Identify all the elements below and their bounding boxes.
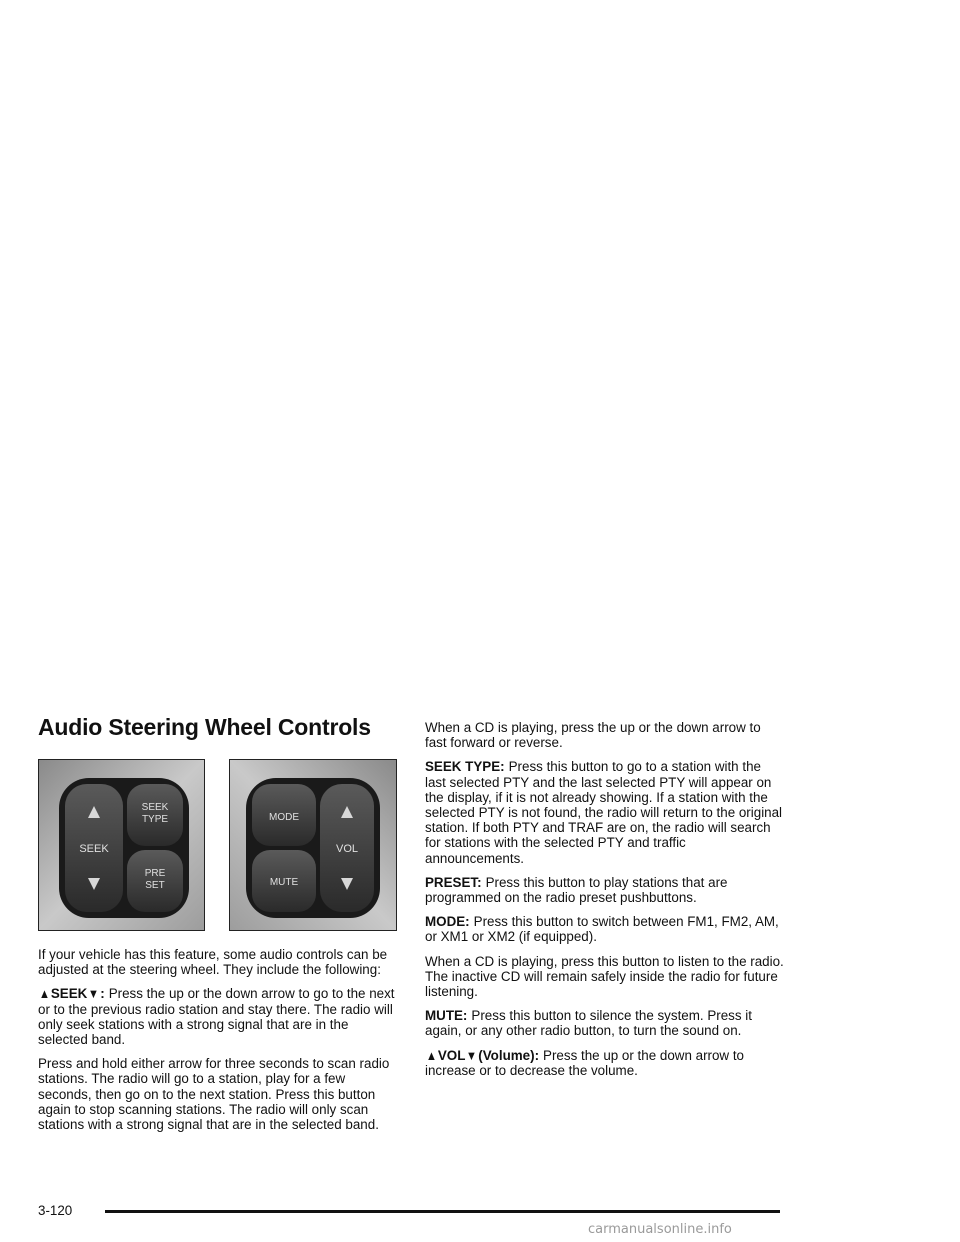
seek-type-photo-label: SEEK TYPE [141,802,169,825]
seek-paragraph [38,986,398,1047]
steering-controls-photos [38,759,398,931]
scan-paragraph: Press and hold either arrow for three seconds to scan radio stations. The radio will go to a station, play for a few seconds, then go on to the next station. Press this button again to stop scanning stations. The radio will only scan stations with a strong signal that are in the selected band. [38,1056,390,1133]
vol-paragraph [425,1048,785,1078]
seek-description: Press the up or the down arrow to go to the next or to the previous radio station and stay there. The radio will only seek stations with a strong signal that are in the selected band. [38,986,395,1048]
volume-controls-illustration [230,760,396,930]
down-arrow-icon: ▼ [88,986,100,1002]
mute-paragraph [425,1008,785,1038]
vol-description: Press the up or the down arrow to increase or to decrease the volume. [425,1047,744,1078]
mode-paragraph [425,914,785,944]
intro-paragraph: If your vehicle has this feature, some audio controls can be adjusted at the steering wheel. They include the following: [38,947,388,978]
footer-rule [105,1210,780,1213]
page-number: 3-120 [38,1203,73,1218]
seek-type-description: Press this button to go to a station with the last selected PTY and the last selected PTY will appear on the display, if it is not already showing. If a station with the selected PTY is not found, the radio will return to the original station. If both PTY and TRAF are on, the radio will search for stations with the selected PTY and traffic announcements. [425,759,783,866]
seek-controls-photo [38,759,205,931]
preset-description: Press this button to play stations that are programmed on the radio preset pushbuttons. [425,874,728,906]
right-column [425,720,785,1087]
up-arrow-icon: ▲ [425,1047,437,1063]
mute-description: Press this button to silence the system. Press it again, or any other radio button, to turn the sound on. [425,1008,752,1039]
volume-controls-photo [229,759,397,931]
vol-photo-label: VOL [335,843,359,855]
vol-suffix: (Volume): [478,1047,540,1063]
preset-paragraph [425,875,785,905]
seek-type-term: SEEK TYPE: [425,759,505,775]
down-arrow-icon: ▼ [466,1047,478,1063]
mode-photo-label: MODE [269,812,299,823]
mode-description: Press this button to switch between FM1, FM2, AM, or XM1 or XM2 (if equipped). [425,914,779,945]
preset-term: PRESET: [425,874,482,890]
cd-seek-paragraph: When a CD is playing, press the up or the down arrow to fast forward or reverse. [425,720,761,751]
mode-term: MODE: [425,914,470,930]
preset-photo-label: PRE SET [144,868,166,891]
left-column [38,714,398,1141]
page-title: Audio Steering Wheel Controls [38,714,371,740]
seek-colon: : [100,986,105,1002]
vol-term: VOL [437,1047,466,1063]
mute-photo-label: MUTE [269,877,299,888]
seek-photo-label: SEEK [79,843,109,855]
up-arrow-icon: ▲ [38,986,50,1002]
seek-term: SEEK [50,986,88,1002]
mute-term: MUTE: [425,1008,468,1024]
seek-controls-illustration [39,760,204,930]
cd-mode-paragraph: When a CD is playing, press this button to listen to the radio. The inactive CD will remain safely inside the radio for future listening. [425,953,784,1000]
seek-type-paragraph [425,759,785,865]
watermark: carmanualsonline.info [588,1222,732,1237]
